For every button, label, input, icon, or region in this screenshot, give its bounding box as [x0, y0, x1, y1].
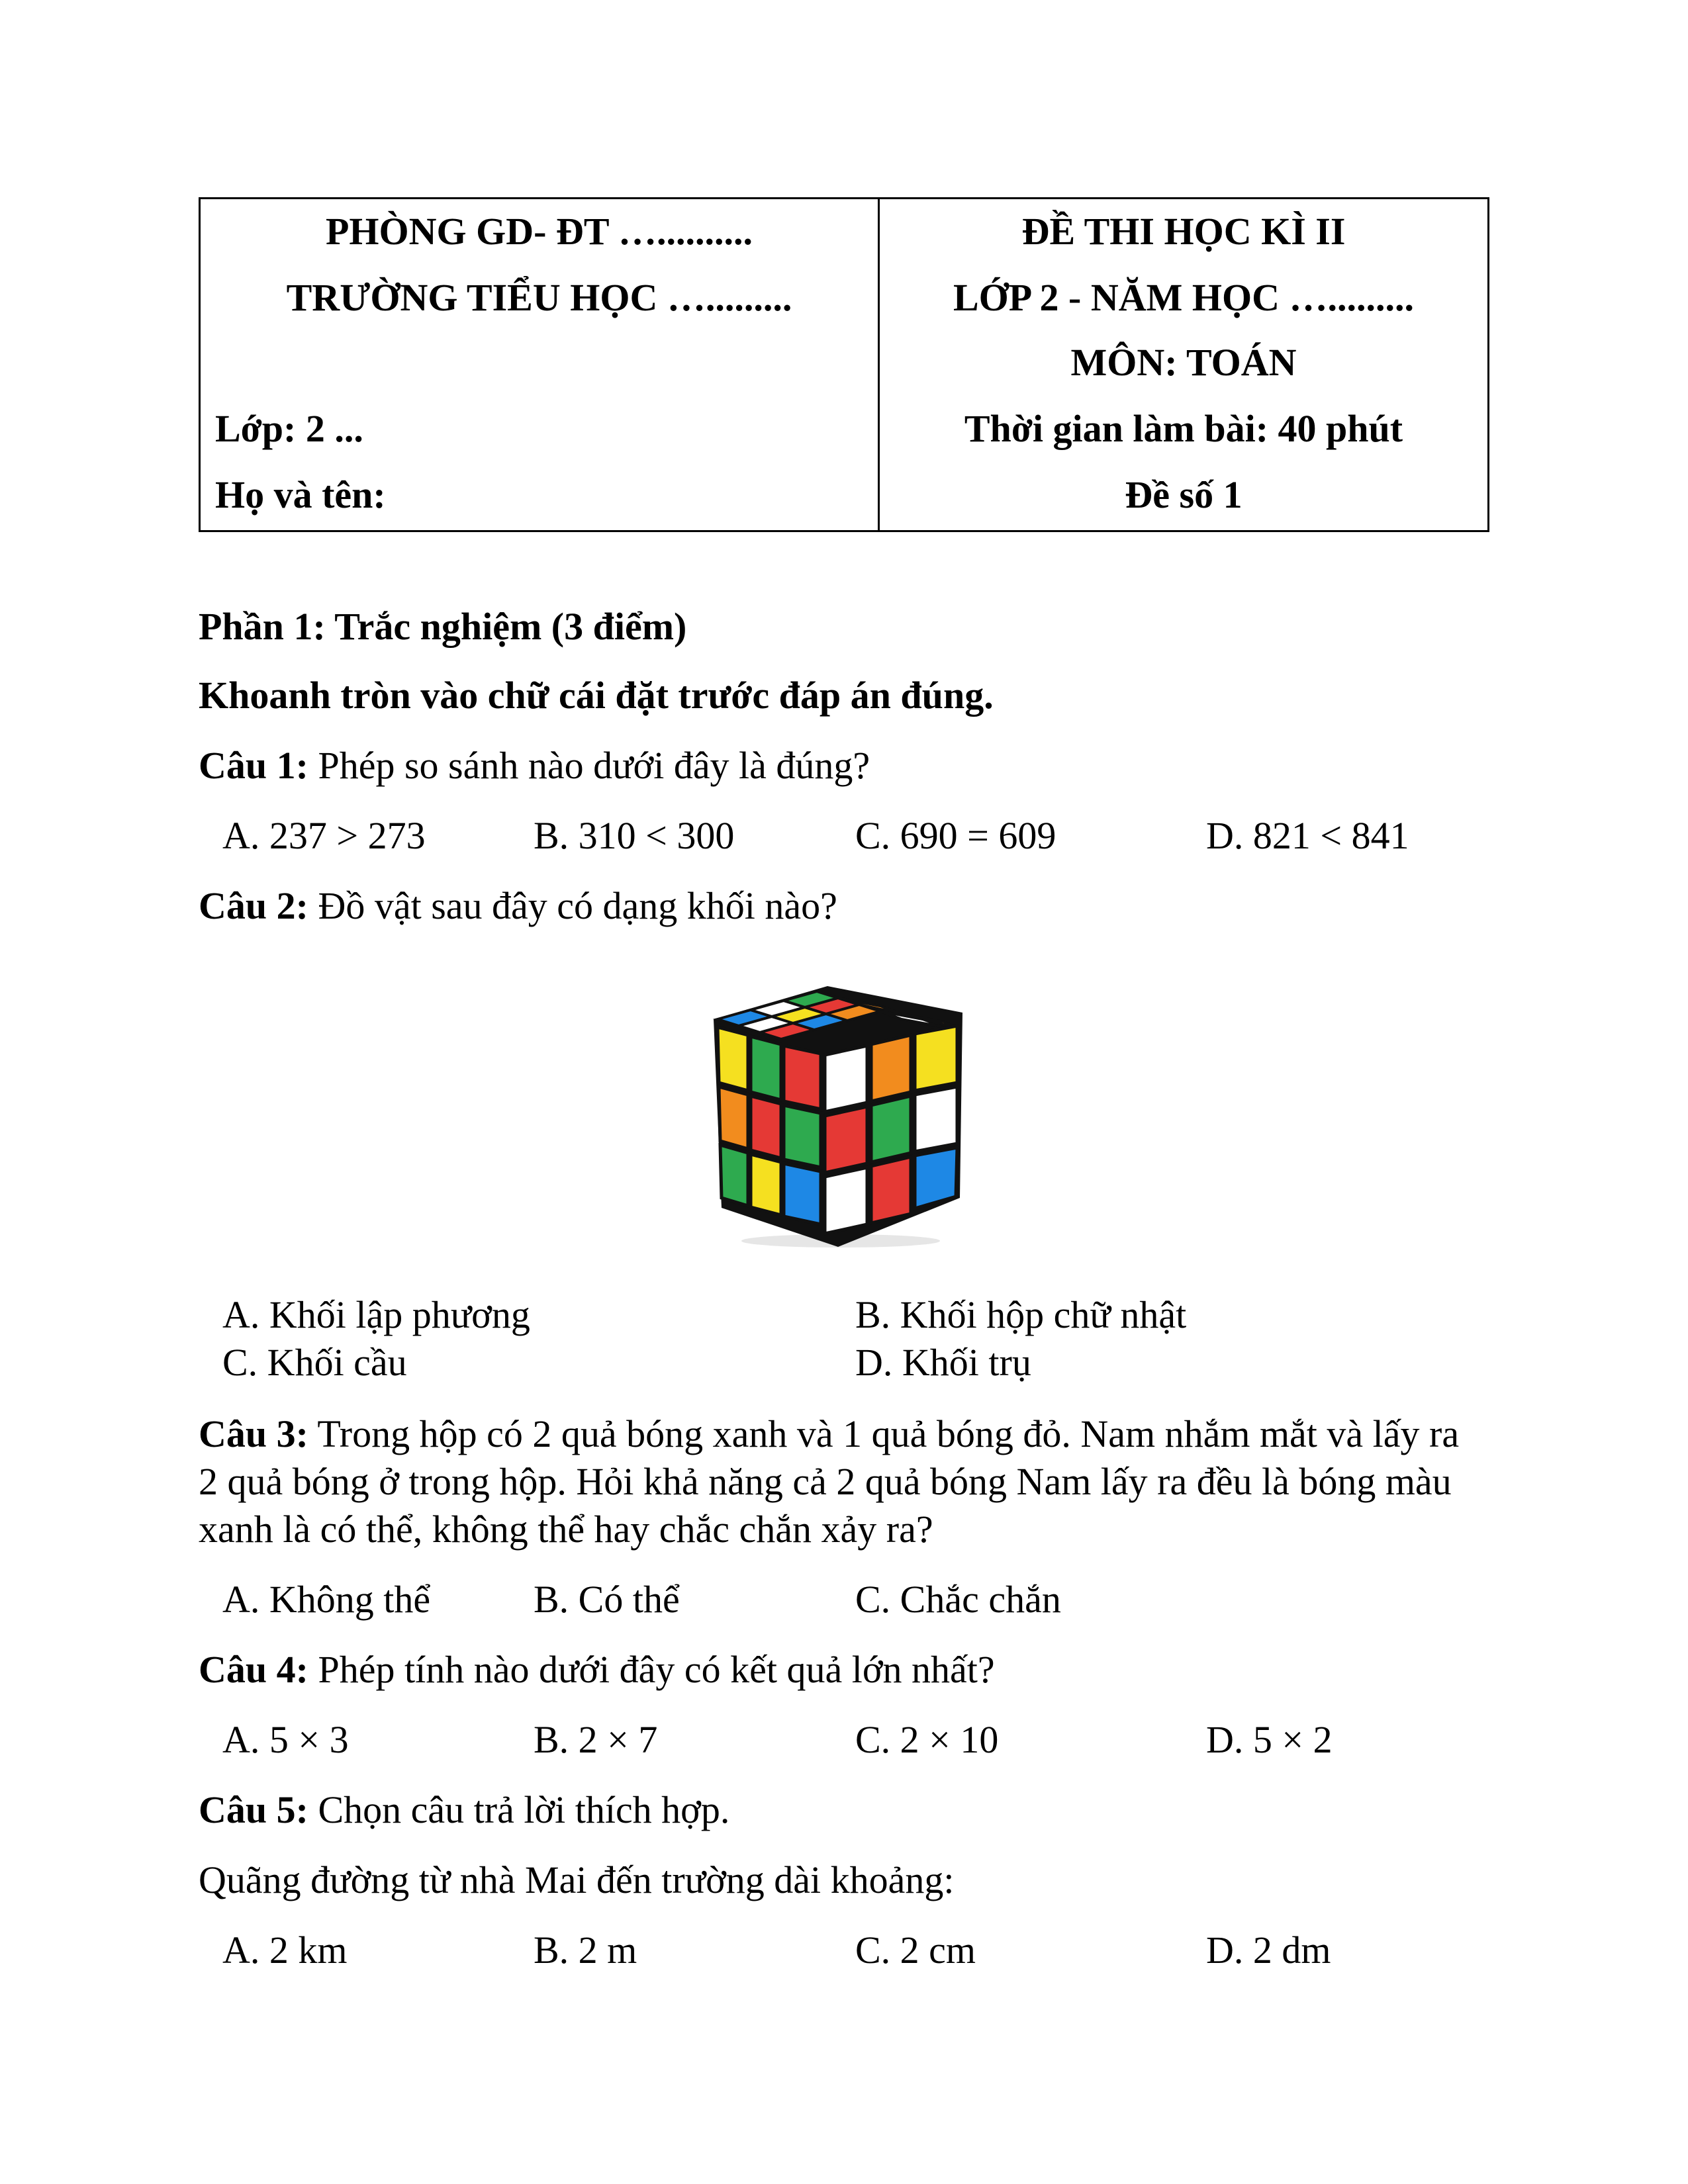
question-label: Câu 5: [199, 1788, 308, 1831]
question-5-subtext: Quãng đường từ nhà Mai đến trường dài khoảng: [199, 1858, 955, 1901]
question-label: Câu 1: [199, 744, 308, 787]
q1-option-d[interactable]: D. 821 < 841 [1206, 814, 1409, 857]
question-3-line-2: 2 quả bóng ở trong hộp. Hỏi khả năng cả 2 quả bóng Nam lấy ra đều là bóng màu [199, 1460, 1452, 1503]
q1-option-a[interactable]: A. 237 > 273 [222, 814, 426, 857]
q3-option-b[interactable]: B. Có thể [534, 1578, 680, 1621]
q2-option-a[interactable]: A. Khối lập phương [222, 1293, 530, 1336]
question-4 [199, 1648, 995, 1691]
q5-option-a[interactable]: A. 2 km [222, 1929, 348, 1972]
question-text: Phép so sánh nào dưới đây là đúng? [308, 744, 870, 787]
header-table [199, 197, 1489, 532]
q1-option-c[interactable]: C. 690 = 609 [855, 814, 1056, 857]
school-line: TRƯỜNG TIỂU HỌC …......... [286, 276, 792, 319]
question-1 [199, 744, 870, 787]
header-left-cell [201, 199, 880, 530]
department-line: PHÒNG GD- ĐT ….......... [326, 210, 753, 253]
question-text-line-1: Trong hộp có 2 quả bóng xanh và 1 quả bóng đỏ. Nam nhắm mắt và lấy ra [308, 1412, 1460, 1455]
question-label: Câu 4: [199, 1648, 308, 1691]
subject-line: MÔN: TOÁN [1070, 341, 1297, 384]
rubik-cube-image [708, 973, 973, 1251]
q1-option-b[interactable]: B. 310 < 300 [534, 814, 735, 857]
question-label: Câu 2: [199, 884, 308, 927]
question-2 [199, 884, 837, 927]
q2-option-b[interactable]: B. Khối hộp chữ nhật [855, 1293, 1187, 1336]
time-line: Thời gian làm bài: 40 phút [964, 407, 1403, 450]
question-text: Đồ vật sau đây có dạng khối nào? [308, 884, 837, 927]
student-name-line: Họ và tên: [215, 473, 386, 516]
q3-option-c[interactable]: C. Chắc chắn [855, 1578, 1061, 1621]
q2-option-c[interactable]: C. Khối cầu [222, 1341, 407, 1384]
q5-option-d[interactable]: D. 2 dm [1206, 1929, 1331, 1972]
question-text: Chọn câu trả lời thích hợp. [308, 1788, 730, 1831]
question-text: Phép tính nào dưới đây có kết quả lớn nhất? [308, 1648, 995, 1691]
grade-year-line: LỚP 2 - NĂM HỌC …......... [953, 276, 1414, 319]
q5-option-b[interactable]: B. 2 m [534, 1929, 637, 1972]
q4-option-a[interactable]: A. 5 × 3 [222, 1718, 349, 1761]
exam-title: ĐỀ THI HỌC KÌ II [1021, 210, 1346, 253]
header-right-cell [880, 199, 1487, 530]
class-line: Lớp: 2 ... [215, 407, 363, 450]
question-label: Câu 3: [199, 1412, 308, 1455]
q4-option-b[interactable]: B. 2 × 7 [534, 1718, 658, 1761]
q5-option-c[interactable]: C. 2 cm [855, 1929, 976, 1972]
question-3 [199, 1412, 1460, 1455]
rubik-cube-icon [708, 973, 973, 1251]
q4-option-c[interactable]: C. 2 × 10 [855, 1718, 999, 1761]
exam-number: Đề số 1 [1125, 473, 1243, 516]
section-instruction: Khoanh tròn vào chữ cái đặt trước đáp án đúng. [199, 674, 994, 717]
q2-option-d[interactable]: D. Khối trụ [855, 1341, 1031, 1384]
q4-option-d[interactable]: D. 5 × 2 [1206, 1718, 1333, 1761]
q3-option-a[interactable]: A. Không thể [222, 1578, 431, 1621]
question-3-line-3: xanh là có thể, không thể hay chắc chắn xảy ra? [199, 1508, 933, 1551]
section-title: Phần 1: Trắc nghiệm (3 điểm) [199, 605, 687, 648]
question-5 [199, 1788, 730, 1831]
